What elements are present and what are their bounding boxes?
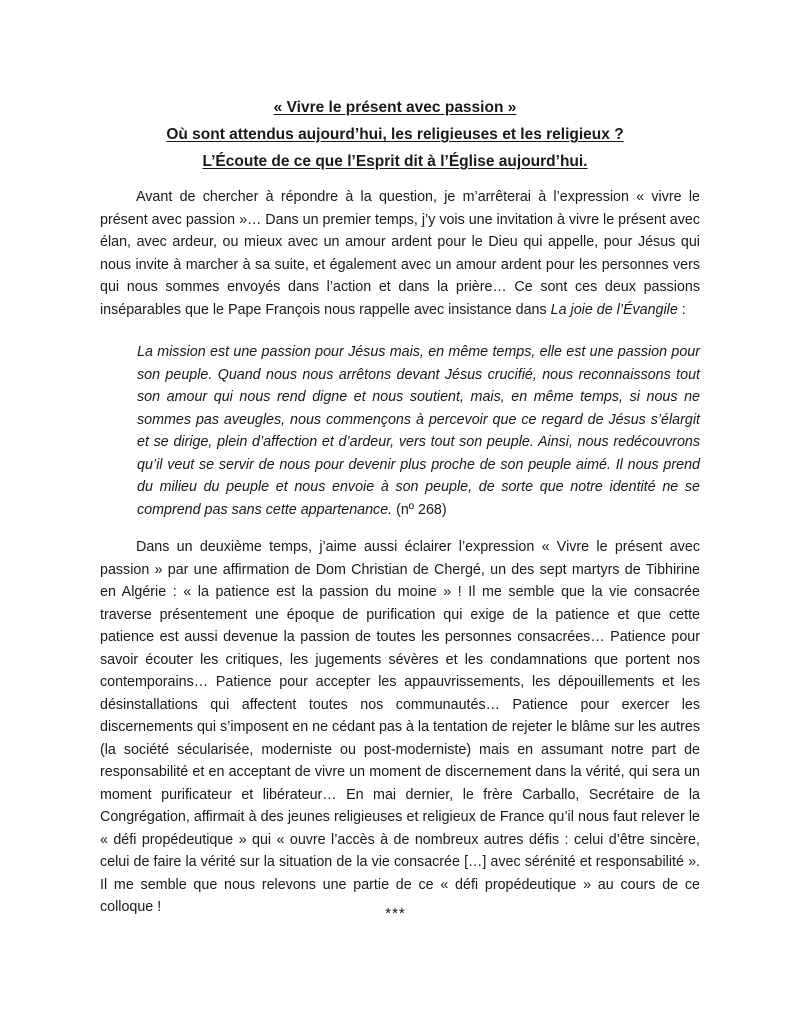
quote-reference: (nº 268) xyxy=(392,501,447,518)
title-block xyxy=(100,94,690,175)
quote-block xyxy=(137,341,700,521)
quote-text: La mission est une passion pour Jésus mais, en même temps, elle est une passion pour son peuple. Quand nous nous arrêtons devant Jésus crucifié, nous reconnaissons tout son amour qui nous rend digne et nous soutient, mais, en même temps, si nous ne sommes pas aveugles, nous commençons à percevoir que ce regard de Jésus s’élargit et se dirige, plein d’affection et d’ardeur, vers tout son peuple. Ainsi, nous redécouvrons qu’il veut se servir de nous pour devenir plus proche de son peuple aimé. Il nous prend du milieu du peuple et nous envoie à son peuple, de sorte que notre identité ne se comprend pas sans cette appartenance. xyxy=(137,344,700,518)
title-line-2: Où sont attendus aujourd’hui, les religieuses et les religieux ? xyxy=(166,126,624,143)
paragraph-1-text: Avant de chercher à répondre à la question, je m’arrêterai à l’expression « vivre le présent avec passion »… Dans un premier temps, j’y vois une invitation à vivre le présent avec élan, avec ardeur, ou mieux avec un amour ardent pour le Dieu qui appelle, pour Jésus qui nous invite à marcher à sa suite, et également avec un amour ardent pour les personnes vers qui nous sommes envoyés dans l’action et dans la prière… Ce sont ces deux passions inséparables que le Pape François nous rappelle avec insistance dans xyxy=(100,189,700,318)
paragraph-1-ending: : xyxy=(677,301,686,318)
section-separator: *** xyxy=(385,905,406,922)
paragraph-2: Dans un deuxième temps, j’aime aussi éclairer l’expression « Vivre le présent avec passion » par une affirmation de Dom Christian de Chergé, un des sept martyrs de Tibhirine en Algérie : « la patience est la passion du moine » ! Il me semble que la vie consacrée traverse présentement une époque de purification qui exige de la patience et que cette patience est aussi devenue la passion de toutes les personnes consacrées… Patience pour savoir écouter les critiques, les jugements sévères et les condamnations que portent nos contemporains… Patience pour accepter les appauvrissements, les dépouillements et les désinstallations qui affectent toutes nos communautés… Patience pour exercer les discernements qui s’imposent en ne cédant pas à la tentation de rejeter le blâme sur les autres (la société sécularisée, moderniste ou post-moderniste) mais en assumant notre part de responsabilité et en acceptant de vivre un moment de discernement dans la vérité, qui sera un moment purificateur et libérateur… En mai dernier, le frère Carballo, Secrétaire de la Congrégation, affirmait à des jeunes religieuses et religieux de France qu’il nous faut relever le « défi propédeutique » qui « ouvre l’accès à de nombreux autres défis : celui d’être sincère, celui de faire la vérité sur la situation de la vie consacrée […] avec sérénité et responsabilité ». Il me semble que nous relevons une partie de ce « défi propédeutique » au cours de ce colloque ! xyxy=(100,539,701,915)
paragraph-1 xyxy=(100,186,700,321)
book-title: La joie de l’Évangile xyxy=(550,301,678,318)
title-line-3: L’Écoute de ce que l’Esprit dit à l’Église aujourd’hui. xyxy=(202,153,588,170)
title-line-1: « Vivre le présent avec passion » xyxy=(273,99,517,116)
